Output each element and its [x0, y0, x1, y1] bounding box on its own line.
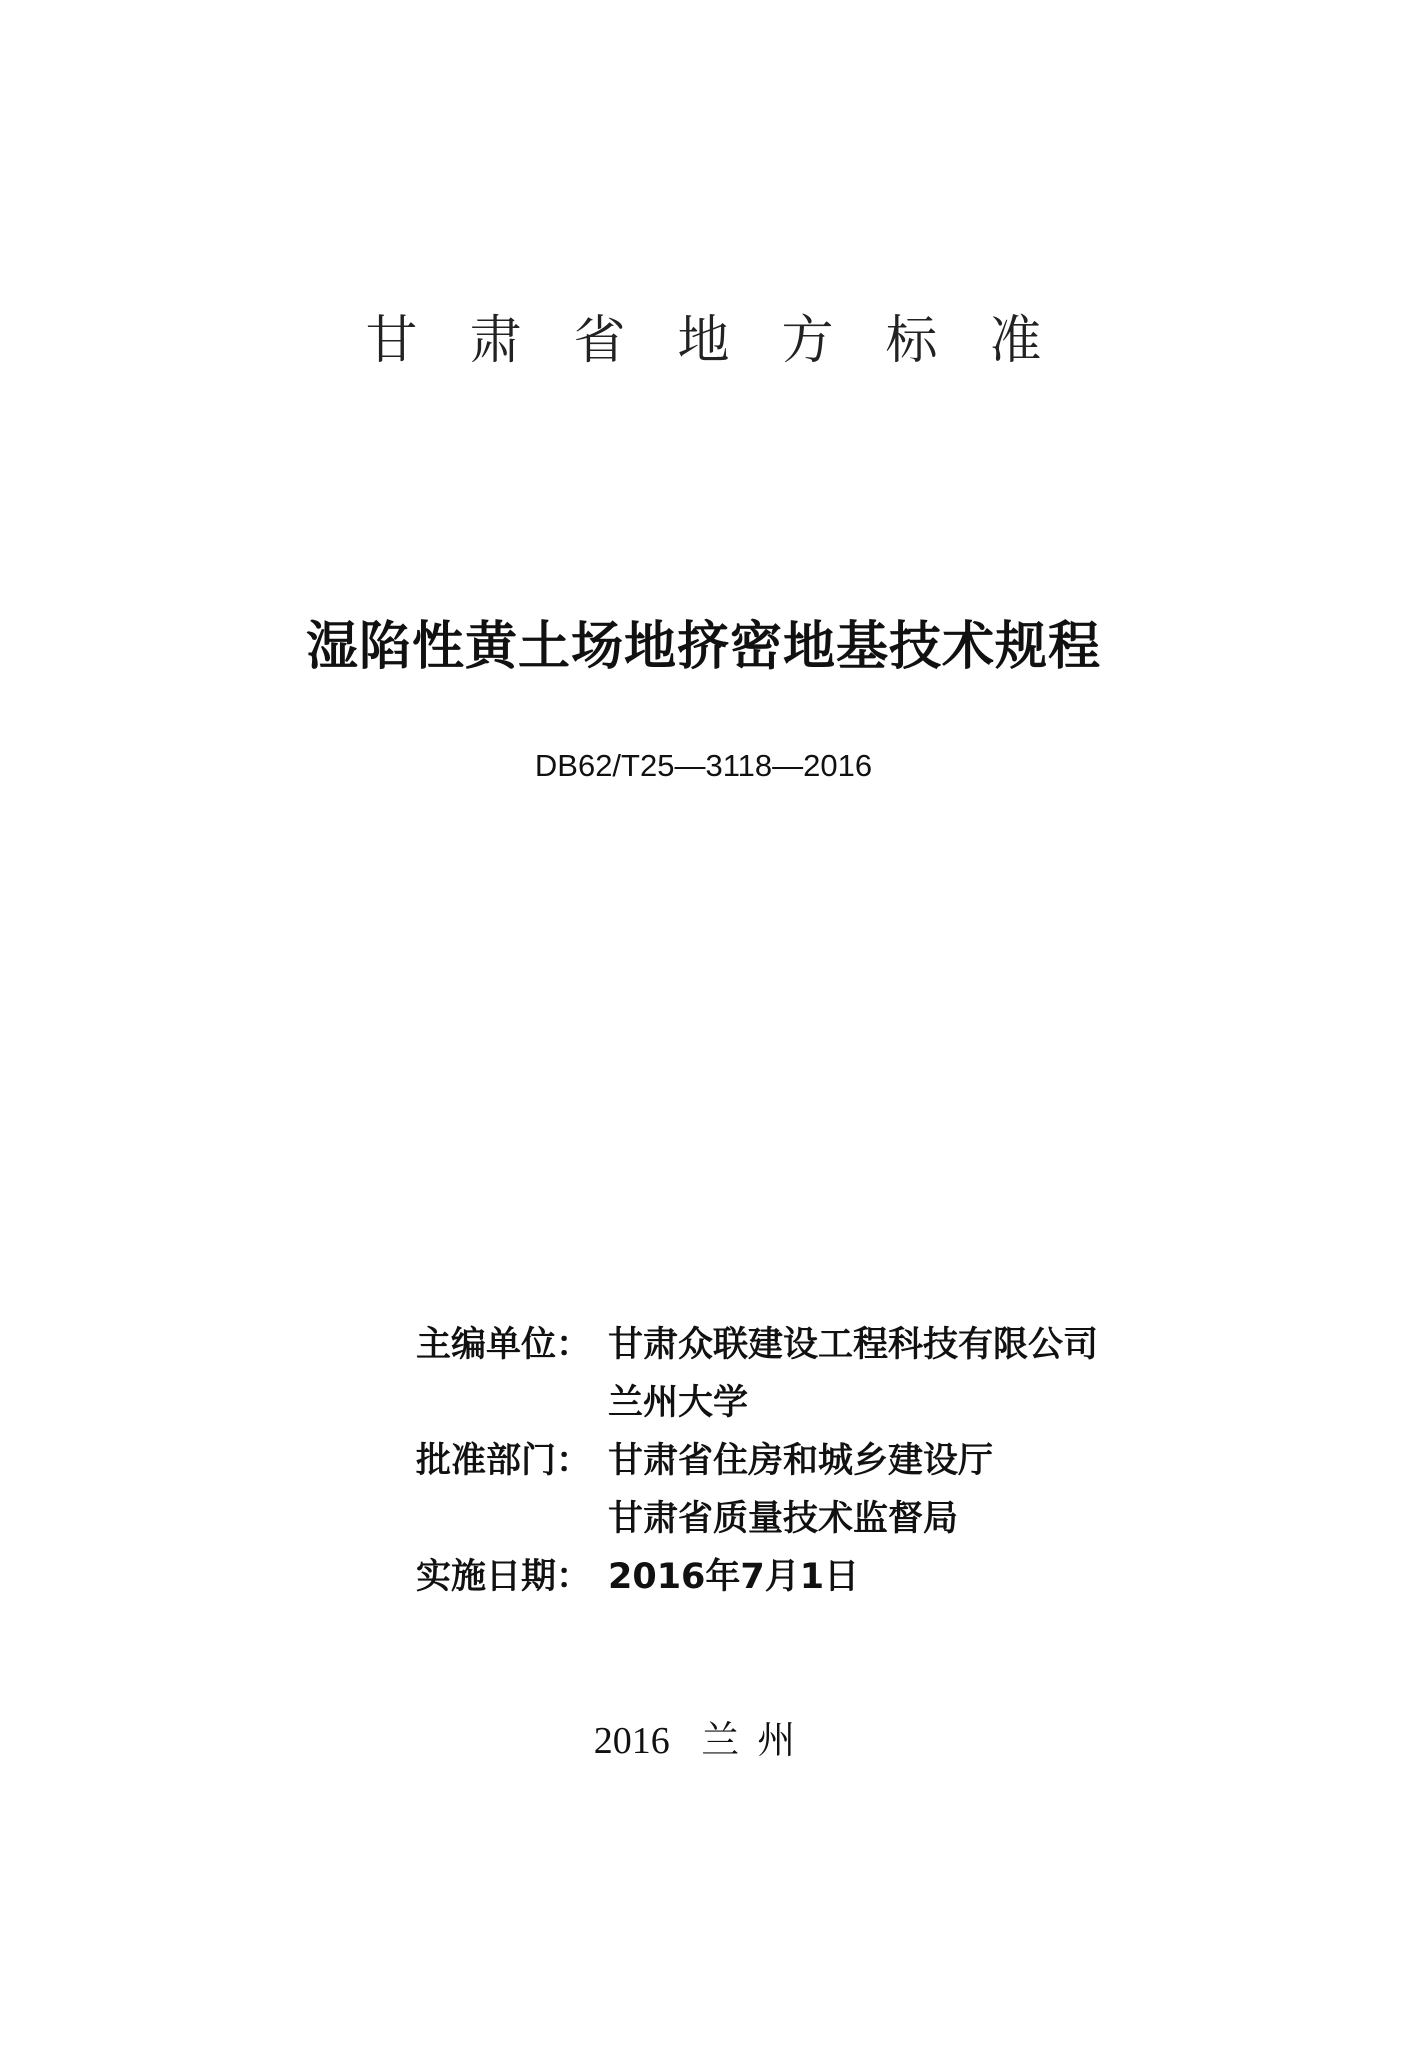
document-title: 湿陷性黄土场地挤密地基技术规程: [305, 617, 1101, 677]
info-label-spacer: [416, 1490, 608, 1548]
editor-label: 主编单位：: [416, 1325, 592, 1365]
editor-row-continued: [416, 1374, 1296, 1432]
editor-value-2: 兰州大学: [608, 1383, 749, 1423]
editor-value-1: 甘肃众联建设工程科技有限公司: [608, 1325, 1099, 1365]
publication-info-block: [416, 1316, 1296, 1606]
approval-row: [416, 1432, 1296, 1490]
info-label-spacer: [416, 1374, 608, 1432]
effective-date-value: 2016年7月1日: [608, 1557, 860, 1597]
standard-category-heading: 甘肃省地方标准: [365, 311, 1094, 371]
effective-date-label: 实施日期：: [416, 1557, 592, 1597]
effective-date-row: [416, 1548, 1296, 1606]
publication-city: 兰州: [701, 1720, 814, 1762]
editor-row: [416, 1316, 1296, 1374]
approval-value-2: 甘肃省质量技术监督局: [608, 1499, 959, 1539]
approval-label: 批准部门：: [416, 1441, 592, 1481]
publication-footer: [0, 1716, 1407, 1766]
approval-value-1: 甘肃省住房和城乡建设厅: [608, 1441, 994, 1481]
publication-year: 2016: [593, 1720, 670, 1762]
standard-code: DB62/T25—3118—2016: [534, 748, 873, 783]
approval-row-continued: [416, 1490, 1296, 1548]
